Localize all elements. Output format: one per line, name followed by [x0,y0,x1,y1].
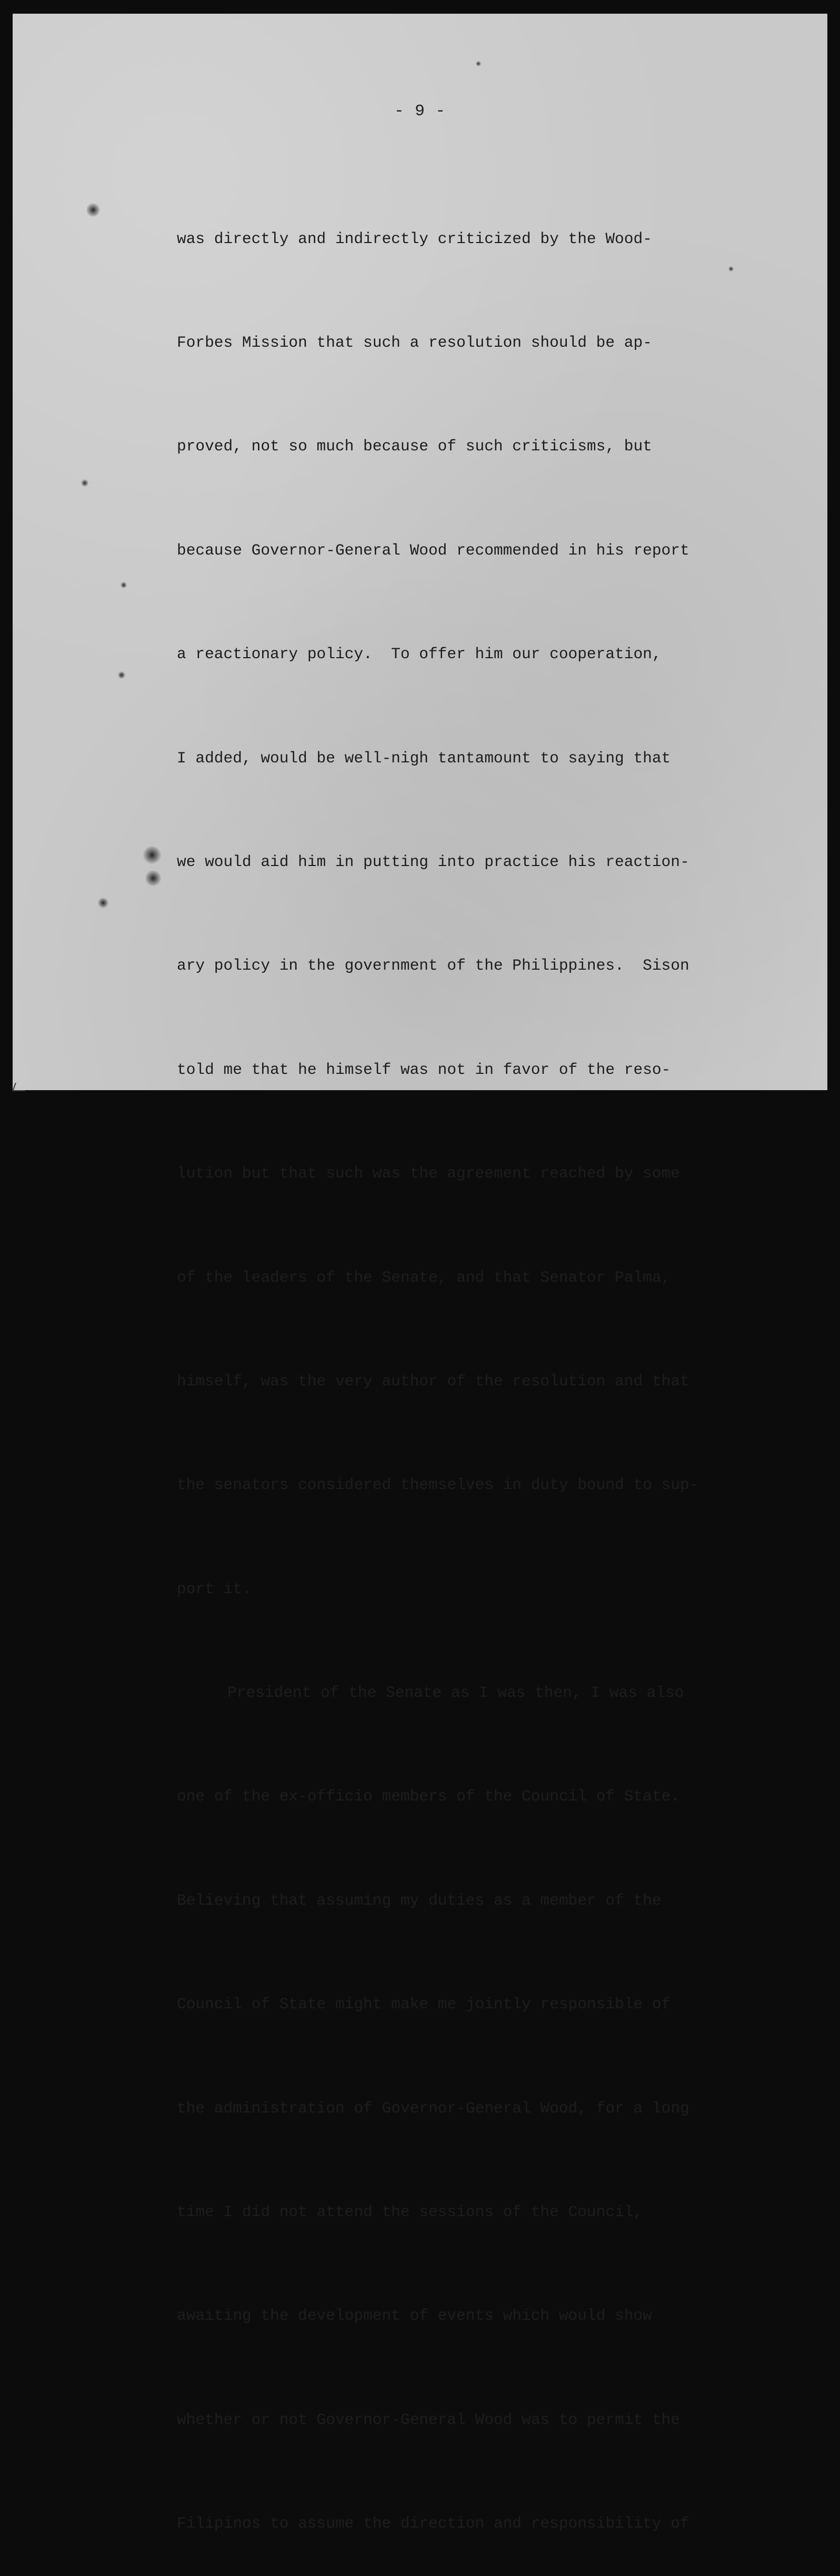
text-line: told me that he himself was not in favor of the reso- [177,1060,671,1079]
text-line: one of the ex-officio members of the Council of State. [177,1787,680,1806]
text-line: the senators considered themselves in duty bound to sup- [177,1476,699,1494]
text-line: proved, not so much because of such criticisms, but [177,437,652,456]
text-line: whether or not Governor-General Wood was to permit the [177,2410,680,2429]
text-line: because Governor-General Wood recommended in his report [177,541,689,559]
text-line: Forbes Mission that such a resolution should be ap- [177,333,652,351]
text-line: a reactionary policy. To offer him our cooperation, [177,645,662,663]
body-text [177,153,766,2576]
text-line: we would aid him in putting into practice his reaction- [177,852,689,871]
text-line: I added, would be well-nigh tantamount to saying that [177,749,671,767]
text-line: awaiting the development of events which would show [177,2307,652,2325]
page-number: - 9 - [394,102,446,120]
text-line: the administration of Governor-General Wood, for a long [177,2099,689,2117]
text-line: ary policy in the government of the Philippines. Sison [177,957,689,975]
paragraph-first-line: President of the Senate as I was then, I was also [227,1684,684,1702]
text-line: lution but that such was the agreement reached by some [177,1164,680,1183]
text-line: of the leaders of the Senate, and that Senator Palma, [177,1268,671,1286]
text-line: port it. [177,1579,252,1598]
text-line: Filipinos to assume the direction and responsibility of [177,2514,689,2533]
text-line: Council of State might make me jointly responsible of [177,1995,671,2014]
text-line: time I did not attend the sessions of the Council, [177,2203,643,2221]
text-line: Believing that assuming my duties as a member of the [177,1891,662,1909]
text-line: was directly and indirectly criticized by the Wood- [177,229,652,248]
text-line: himself, was the very author of the resolution and that [177,1372,689,1390]
